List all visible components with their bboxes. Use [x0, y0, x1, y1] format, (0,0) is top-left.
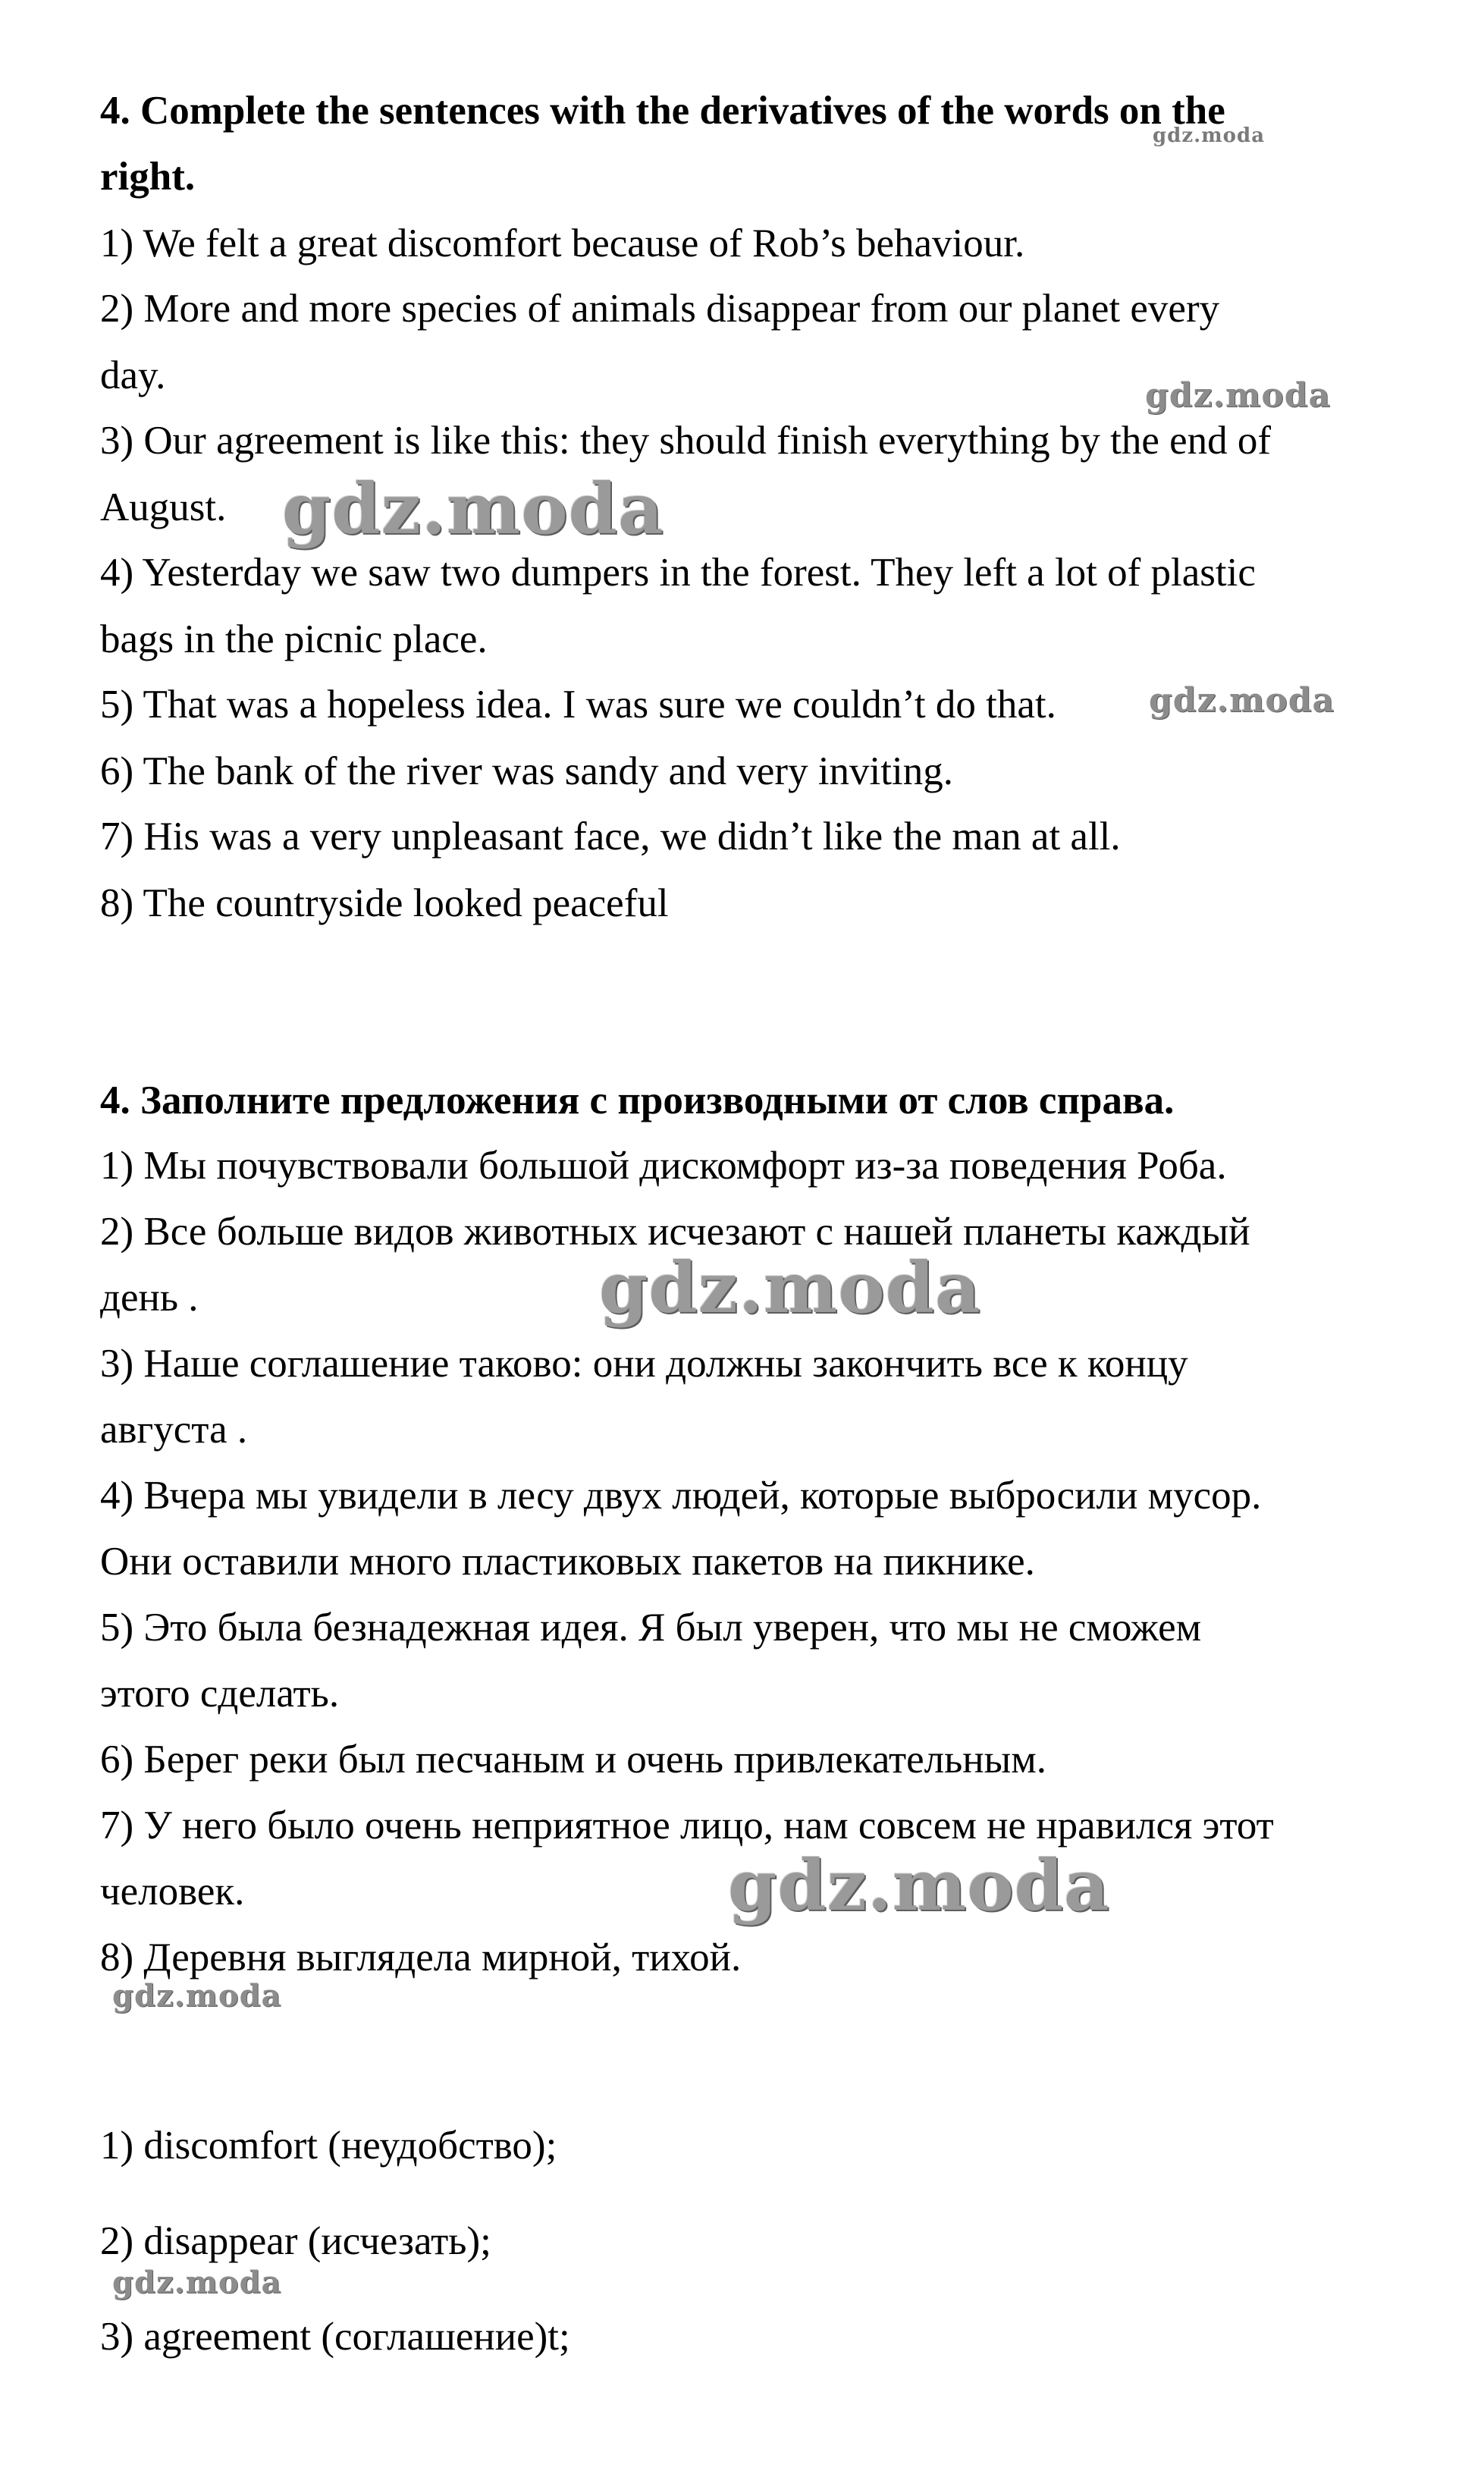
russian-sentence-2: 2) Все больше видов животных исчезают с нашей планеты каждый: [100, 1210, 1250, 1254]
russian-sentence-1: 1) Мы почувствовали большой дискомфорт из-за поведения Роба.: [100, 1144, 1227, 1188]
russian-sentence-8: 8) Деревня выглядела мирной, тихой.: [100, 1935, 742, 1979]
english-sentence-6: 6) The bank of the river was sandy and very inviting.: [100, 749, 953, 793]
answer-item-2: 2) disappear (исчезать);: [100, 2219, 491, 2263]
english-sentence-3-continued: August.: [100, 485, 227, 529]
russian-sentence-2-continued: день .: [100, 1276, 199, 1320]
answer-item-1: 1) discomfort (неудобство);: [100, 2124, 557, 2168]
watermark-upper-right: gdz.moda: [1145, 376, 1332, 415]
watermark-russian-large-2: gdz.moda: [728, 1844, 1110, 1926]
english-heading-line-1: 4. Complete the sentences with the derivatives of the words on the: [100, 89, 1225, 133]
watermark-top: gdz.moda: [1153, 124, 1266, 147]
russian-sentence-5-continued: этого сделать.: [100, 1672, 340, 1716]
english-sentence-4-continued: bags in the picnic place.: [100, 617, 488, 661]
english-sentence-2-continued: day.: [100, 353, 166, 397]
russian-sentence-4: 4) Вчера мы увидели в лесу двух людей, которые выбросили мусор.: [100, 1474, 1262, 1518]
english-sentence-7: 7) His was a very unpleasant face, we didn’t like the man at all.: [100, 815, 1121, 859]
russian-sentence-7-continued: человек.: [100, 1870, 245, 1913]
russian-sentence-5: 5) Это была безнадежная идея. Я был уверен, что мы не сможем: [100, 1606, 1202, 1650]
watermark-russian-small: gdz.moda: [112, 1978, 282, 2014]
russian-sentence-6: 6) Берег реки был песчаным и очень привлекательным.: [100, 1738, 1047, 1782]
russian-sentence-3: 3) Наше соглашение таково: они должны закончить все к концу: [100, 1342, 1188, 1386]
russian-sentence-7: 7) У него было очень неприятное лицо, нам совсем не нравился этот: [100, 1804, 1274, 1848]
answer-item-3: 3) agreement (соглашение)t;: [100, 2315, 570, 2359]
russian-sentence-3-continued: августа .: [100, 1408, 248, 1452]
english-heading-line-2: right.: [100, 155, 196, 199]
english-sentence-4: 4) Yesterday we saw two dumpers in the forest. They left a lot of plastic: [100, 551, 1256, 595]
watermark-russian-large-1: gdz.moda: [599, 1247, 981, 1329]
watermark-english-large: gdz.moda: [282, 468, 664, 550]
russian-sentence-4-continued: Они оставили много пластиковых пакетов на пикнике.: [100, 1540, 1035, 1584]
english-sentence-3: 3) Our agreement is like this: they should finish everything by the end of: [100, 419, 1272, 463]
english-sentence-8: 8) The countryside looked peaceful: [100, 881, 669, 925]
english-sentence-1: 1) We felt a great discomfort because of Rob’s behaviour.: [100, 221, 1025, 265]
watermark-answers-small: gdz.moda: [112, 2265, 282, 2300]
watermark-english-small: gdz.moda: [1149, 681, 1335, 720]
english-sentence-5: 5) That was a hopeless idea. I was sure we couldn’t do that.: [100, 683, 1056, 727]
english-sentence-2: 2) More and more species of animals disappear from our planet every: [100, 287, 1220, 331]
russian-heading: 4. Заполните предложения с производными от слов справа.: [100, 1078, 1175, 1122]
